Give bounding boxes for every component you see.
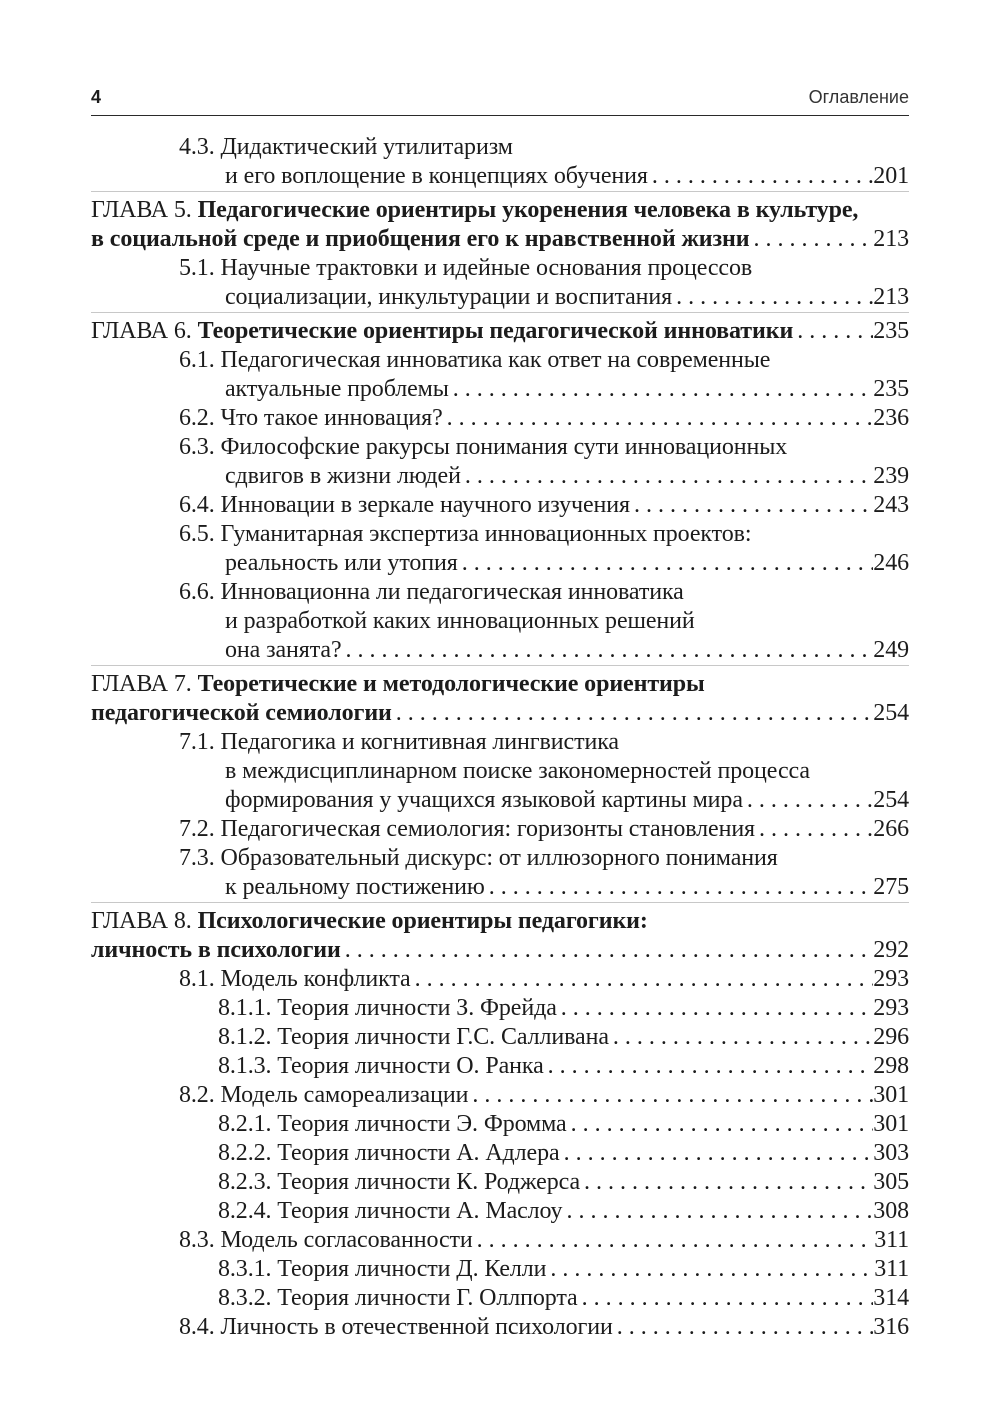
toc-line (91, 462, 909, 491)
toc-subsection-entry[interactable] (91, 1139, 909, 1168)
dot-leader (609, 1023, 873, 1052)
dot-leader (613, 1313, 874, 1342)
toc-subsection-entry[interactable] (91, 1110, 909, 1139)
toc-line (91, 699, 909, 728)
section-title: 8.1. Модель конфликта (179, 966, 411, 992)
dot-leader (392, 699, 874, 728)
chapter-title: Теоретические ориентиры педагогической инноватики (197, 318, 794, 344)
toc-line (91, 815, 909, 844)
section-title: 8.3.1. Теория личности Д. Келли (218, 1256, 547, 1282)
page-header (91, 85, 909, 116)
toc-line (91, 433, 909, 462)
toc-section-entry[interactable] (91, 520, 909, 578)
toc-line (91, 133, 909, 162)
chapter-title: личность в психологии (91, 937, 341, 963)
section-title: 7.3. Образовательный дискурс: от иллюзорного понимания (179, 845, 778, 871)
toc-line (91, 1255, 909, 1284)
dot-leader (755, 815, 873, 844)
toc-subsection-entry[interactable] (91, 1197, 909, 1226)
page-ref: 246 (873, 550, 909, 576)
dot-leader (468, 1081, 873, 1110)
toc-subsection-entry[interactable] (91, 1023, 909, 1052)
page-ref: 293 (873, 966, 909, 992)
toc-section-entry[interactable] (91, 1081, 909, 1110)
section-title: 7.2. Педагогическая семиология: горизонты становления (179, 816, 755, 842)
dot-leader (567, 1110, 874, 1139)
section-title: 8.2. Модель самореализации (179, 1082, 469, 1108)
page-ref: 301 (873, 1082, 909, 1108)
toc-subsection-entry[interactable] (91, 994, 909, 1023)
toc-line (91, 670, 909, 699)
chapter-title: Теоретические и методологические ориентиры (197, 671, 705, 697)
dot-leader (557, 994, 874, 1023)
section-title: социализации, инкультурации и воспитания (225, 284, 673, 310)
dot-leader (443, 404, 874, 433)
dot-leader (449, 375, 874, 404)
toc-line (91, 786, 909, 815)
page-ref: 316 (873, 1314, 909, 1340)
toc-line (91, 873, 909, 902)
toc-line (91, 1139, 909, 1168)
page-ref: 301 (873, 1111, 909, 1137)
chapter-label: ГЛАВА 6. (91, 318, 198, 344)
running-title: Оглавление (808, 87, 909, 107)
toc-line (91, 549, 909, 578)
section-title: 6.4. Инновации в зеркале научного изучения (179, 492, 630, 518)
toc-subsection-entry[interactable] (91, 1052, 909, 1081)
chapter-title: Педагогические ориентиры укоренения человека в культуре, (197, 197, 859, 223)
page-ref: 254 (873, 700, 909, 726)
toc-line (91, 636, 909, 665)
page-ref: 239 (873, 463, 909, 489)
dot-leader (485, 873, 874, 902)
dot-leader (546, 1255, 874, 1284)
toc-line (91, 936, 909, 965)
toc-line (91, 844, 909, 873)
toc-line (91, 162, 909, 191)
dot-leader (750, 225, 874, 254)
chapter-divider (91, 312, 909, 313)
page-ref: 292 (873, 937, 909, 963)
dot-leader (672, 283, 873, 312)
chapter-title: Психологические ориентиры педагогики: (197, 908, 648, 934)
toc-line (91, 254, 909, 283)
chapter-title: в социальной среде и приобщения его к нравственной жизни (91, 226, 750, 252)
toc-line (91, 1226, 909, 1255)
chapter-divider (91, 191, 909, 192)
toc-line (91, 728, 909, 757)
page-ref: 236 (873, 405, 909, 431)
section-title: 6.5. Гуманитарная экспертиза инновационных проектов: (179, 521, 752, 547)
dot-leader (793, 317, 873, 346)
section-title: 8.2.1. Теория личности Э. Фромма (218, 1111, 567, 1137)
toc-line (91, 1284, 909, 1313)
toc-line (91, 578, 909, 607)
page-ref: 311 (874, 1227, 909, 1253)
section-title: 8.3.2. Теория личности Г. Оллпорта (218, 1285, 578, 1311)
dot-leader (461, 462, 873, 491)
table-of-contents (91, 133, 909, 1342)
toc-line (91, 1110, 909, 1139)
toc-section-entry[interactable] (91, 578, 909, 665)
toc-chapter-entry[interactable] (91, 317, 909, 346)
page-ref: 311 (874, 1256, 909, 1282)
toc-chapter-entry[interactable] (91, 196, 909, 254)
section-title: 6.2. Что такое инновация? (179, 405, 443, 431)
section-title: 8.2.3. Теория личности К. Роджерса (218, 1169, 580, 1195)
page-ref: 298 (873, 1053, 909, 1079)
section-title: 5.1. Научные трактовки и идейные основания процессов (179, 255, 753, 281)
chapter-label: ГЛАВА 5. (91, 197, 198, 223)
toc-line (91, 965, 909, 994)
dot-leader (580, 1168, 873, 1197)
section-title: в междисциплинарном поиске закономерностей процесса (225, 758, 810, 784)
dot-leader (578, 1284, 874, 1313)
section-title: формирования у учащихся языковой картины мира (225, 787, 743, 813)
section-title: 4.3. Дидактический утилитаризм (179, 134, 513, 160)
toc-line (91, 994, 909, 1023)
toc-line (91, 1052, 909, 1081)
page-ref: 235 (873, 376, 909, 402)
section-title: она занята? (225, 637, 342, 663)
toc-line (91, 225, 909, 254)
section-title: 6.3. Философские ракурсы понимания сути инновационных (179, 434, 788, 460)
chapter-divider (91, 902, 909, 903)
dot-leader (743, 786, 873, 815)
chapter-label: ГЛАВА 7. (91, 671, 198, 697)
toc-section-entry[interactable] (91, 133, 909, 191)
page-ref: 293 (873, 995, 909, 1021)
toc-subsection-entry[interactable] (91, 1168, 909, 1197)
page-ref: 275 (873, 874, 909, 900)
chapter-label: ГЛАВА 8. (91, 908, 198, 934)
toc-section-entry[interactable] (91, 433, 909, 491)
section-title: и его воплощение в концепциях обучения (225, 163, 648, 189)
dot-leader (630, 491, 873, 520)
toc-section-entry[interactable] (91, 254, 909, 312)
section-title: и разработкой каких инновационных решений (225, 608, 695, 634)
toc-subsection-entry[interactable] (91, 1284, 909, 1313)
toc-section-entry[interactable] (91, 1226, 909, 1255)
section-title: 8.3. Модель согласованности (179, 1227, 473, 1253)
toc-line (91, 404, 909, 433)
dot-leader (648, 162, 873, 191)
section-title: 8.1.2. Теория личности Г.С. Салливана (218, 1024, 609, 1050)
toc-section-entry[interactable] (91, 965, 909, 994)
section-title: актуальные проблемы (225, 376, 449, 402)
toc-section-entry[interactable] (91, 491, 909, 520)
toc-line (91, 1313, 909, 1342)
section-title: реальность или утопия (225, 550, 458, 576)
toc-section-entry[interactable] (91, 844, 909, 902)
toc-line (91, 283, 909, 312)
toc-line (91, 607, 909, 636)
dot-leader (544, 1052, 874, 1081)
chapter-title: педагогической семиологии (91, 700, 392, 726)
page-ref: 308 (873, 1198, 909, 1224)
page-ref: 249 (873, 637, 909, 663)
page-ref: 213 (873, 284, 909, 310)
page-ref: 314 (873, 1285, 909, 1311)
page-ref: 266 (873, 816, 909, 842)
toc-subsection-entry[interactable] (91, 1255, 909, 1284)
page-ref: 213 (873, 226, 909, 252)
section-title: сдвигов в жизни людей (225, 463, 461, 489)
toc-line (91, 1197, 909, 1226)
section-title: 8.1.3. Теория личности О. Ранка (218, 1053, 544, 1079)
toc-section-entry[interactable] (91, 728, 909, 815)
toc-line (91, 196, 909, 225)
toc-line (91, 491, 909, 520)
toc-line (91, 757, 909, 786)
page-ref: 303 (873, 1140, 909, 1166)
toc-line (91, 317, 909, 346)
page-ref: 305 (873, 1169, 909, 1195)
chapter-divider (91, 665, 909, 666)
dot-leader (562, 1197, 873, 1226)
dot-leader (341, 936, 874, 965)
page-ref: 243 (873, 492, 909, 518)
dot-leader (473, 1226, 875, 1255)
dot-leader (458, 549, 874, 578)
toc-chapter-entry[interactable] (91, 670, 909, 728)
dot-leader (560, 1139, 874, 1168)
section-title: 8.1.1. Теория личности З. Фрейда (218, 995, 557, 1021)
page-number: 4 (91, 87, 102, 107)
page-ref: 235 (873, 318, 909, 344)
section-title: 7.1. Педагогика и когнитивная лингвистика (179, 729, 619, 755)
section-title: 8.2.2. Теория личности А. Адлера (218, 1140, 560, 1166)
toc-section-entry[interactable] (91, 346, 909, 404)
toc-line (91, 346, 909, 375)
page-ref: 254 (873, 787, 909, 813)
dot-leader (342, 636, 874, 665)
section-title: 6.1. Педагогическая инноватика как ответ на современные (179, 347, 771, 373)
toc-line (91, 1081, 909, 1110)
toc-line (91, 520, 909, 549)
toc-line (91, 907, 909, 936)
section-title: 8.2.4. Теория личности А. Маслоу (218, 1198, 563, 1224)
toc-line (91, 375, 909, 404)
toc-line (91, 1168, 909, 1197)
toc-section-entry[interactable] (91, 404, 909, 433)
section-title: к реальному постижению (225, 874, 485, 900)
dot-leader (411, 965, 874, 994)
page-ref: 201 (873, 163, 909, 189)
section-title: 6.6. Инновационна ли педагогическая инноватика (179, 579, 684, 605)
page-ref: 296 (873, 1024, 909, 1050)
toc-line (91, 1023, 909, 1052)
toc-section-entry[interactable] (91, 1313, 909, 1342)
section-title: 8.4. Личность в отечественной психологии (179, 1314, 613, 1340)
toc-chapter-entry[interactable] (91, 907, 909, 965)
toc-section-entry[interactable] (91, 815, 909, 844)
